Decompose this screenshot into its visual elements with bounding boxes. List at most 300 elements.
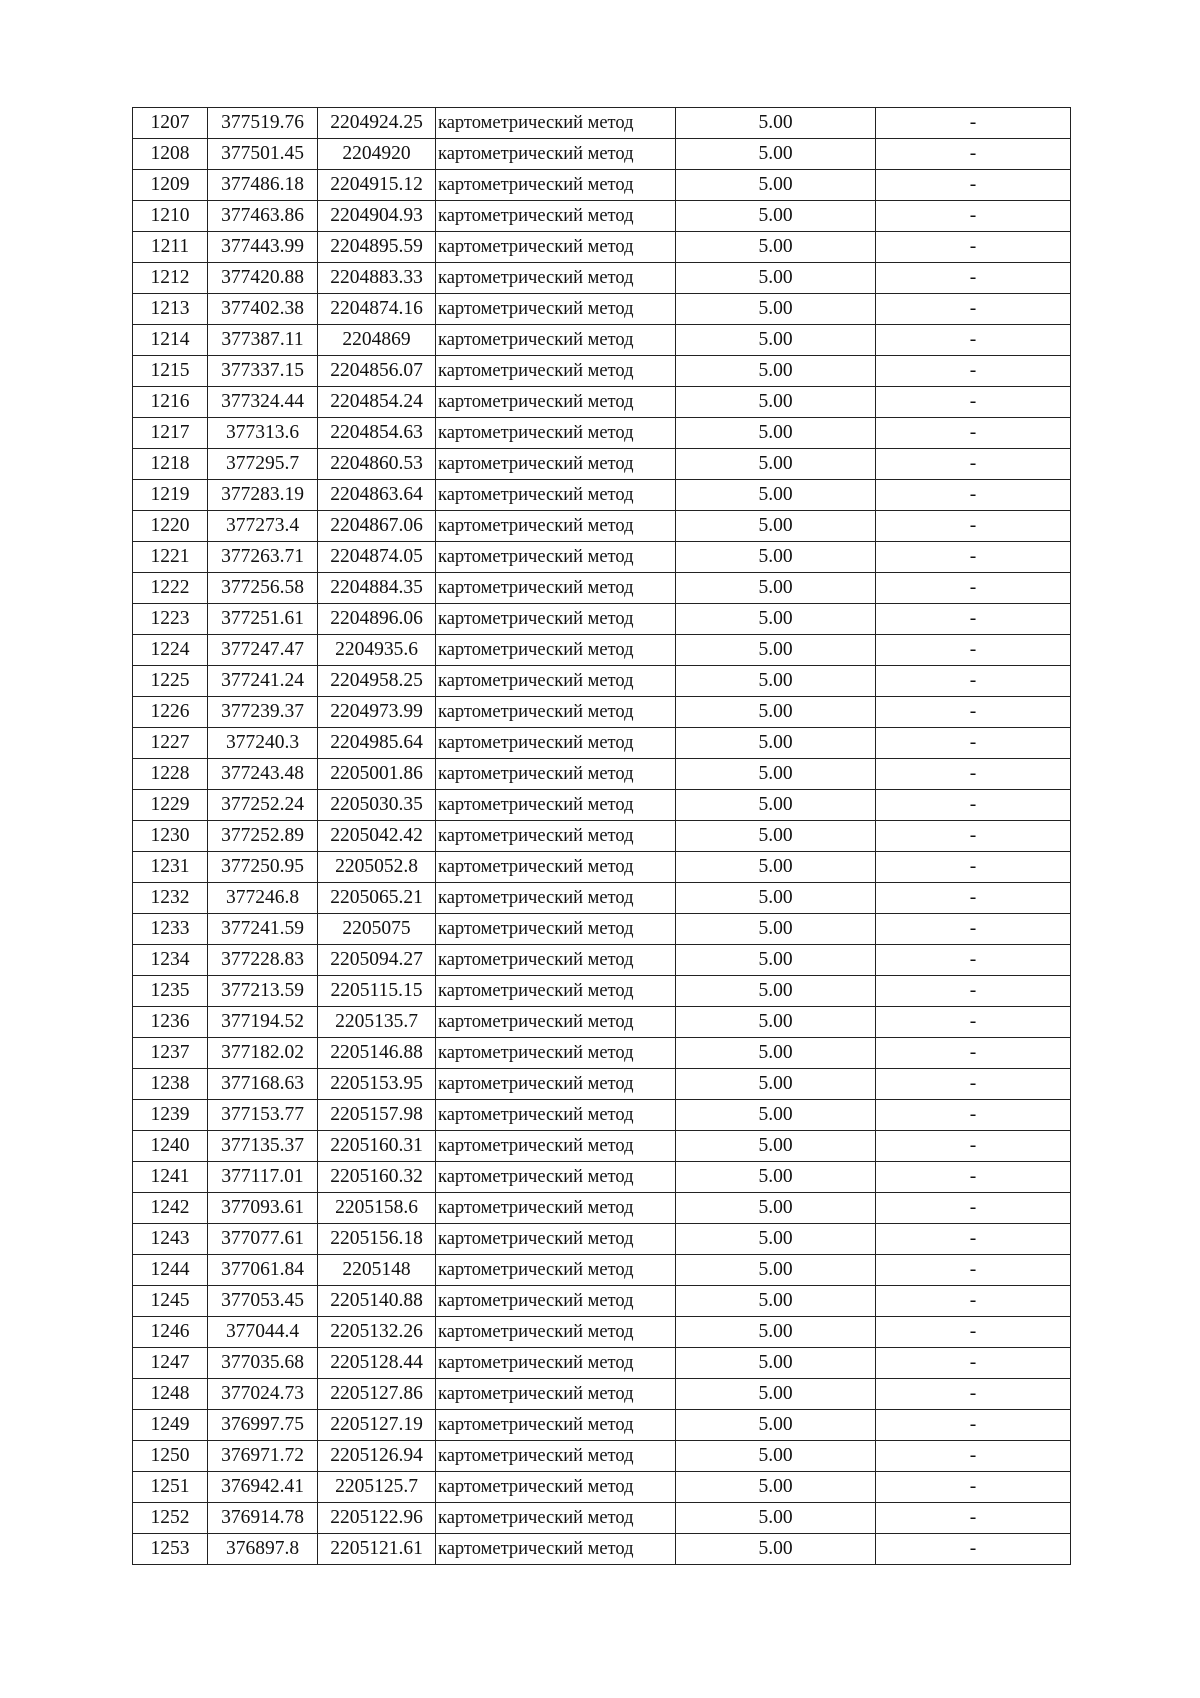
method-cell: картометрический метод [436, 511, 676, 542]
coordinate-x-cell: 377443.99 [208, 232, 318, 263]
accuracy-cell: 5.00 [676, 573, 876, 604]
accuracy-cell: 5.00 [676, 1348, 876, 1379]
coordinate-y-cell: 2205160.32 [318, 1162, 436, 1193]
table-row [133, 976, 1071, 1007]
point-number-cell: 1216 [133, 387, 208, 418]
table-row [133, 1255, 1071, 1286]
accuracy-cell: 5.00 [676, 387, 876, 418]
table-row [133, 1193, 1071, 1224]
description-cell: - [876, 1348, 1071, 1379]
coordinate-x-cell: 377239.37 [208, 697, 318, 728]
point-number-cell: 1240 [133, 1131, 208, 1162]
coordinate-y-cell: 2205075 [318, 914, 436, 945]
point-number-cell: 1218 [133, 449, 208, 480]
description-cell: - [876, 573, 1071, 604]
coordinate-x-cell: 377252.24 [208, 790, 318, 821]
coordinate-y-cell: 2204895.59 [318, 232, 436, 263]
coordinate-x-cell: 377273.4 [208, 511, 318, 542]
table-row [133, 294, 1071, 325]
accuracy-cell: 5.00 [676, 511, 876, 542]
coordinate-y-cell: 2204854.63 [318, 418, 436, 449]
coordinate-y-cell: 2205125.7 [318, 1472, 436, 1503]
accuracy-cell: 5.00 [676, 542, 876, 573]
table-row [133, 201, 1071, 232]
point-number-cell: 1229 [133, 790, 208, 821]
coordinate-y-cell: 2205121.61 [318, 1534, 436, 1565]
accuracy-cell: 5.00 [676, 201, 876, 232]
accuracy-cell: 5.00 [676, 1472, 876, 1503]
coordinate-x-cell: 377035.68 [208, 1348, 318, 1379]
method-cell: картометрический метод [436, 1162, 676, 1193]
method-cell: картометрический метод [436, 1007, 676, 1038]
coordinate-y-cell: 2204904.93 [318, 201, 436, 232]
point-number-cell: 1239 [133, 1100, 208, 1131]
coordinate-x-cell: 377420.88 [208, 263, 318, 294]
coordinate-x-cell: 377240.3 [208, 728, 318, 759]
coordinate-y-cell: 2204924.25 [318, 108, 436, 139]
coordinate-y-cell: 2204869 [318, 325, 436, 356]
description-cell: - [876, 139, 1071, 170]
point-number-cell: 1220 [133, 511, 208, 542]
accuracy-cell: 5.00 [676, 1441, 876, 1472]
description-cell: - [876, 1286, 1071, 1317]
description-cell: - [876, 1379, 1071, 1410]
method-cell: картометрический метод [436, 1410, 676, 1441]
point-number-cell: 1228 [133, 759, 208, 790]
coordinate-x-cell: 377295.7 [208, 449, 318, 480]
description-cell: - [876, 1224, 1071, 1255]
coordinate-y-cell: 2205122.96 [318, 1503, 436, 1534]
coordinate-y-cell: 2204920 [318, 139, 436, 170]
method-cell: картометрический метод [436, 1348, 676, 1379]
method-cell: картометрический метод [436, 1317, 676, 1348]
coordinate-x-cell: 377044.4 [208, 1317, 318, 1348]
description-cell: - [876, 1410, 1071, 1441]
coordinates-table [132, 107, 1071, 1565]
coordinate-y-cell: 2205126.94 [318, 1441, 436, 1472]
description-cell: - [876, 914, 1071, 945]
table-row [133, 852, 1071, 883]
method-cell: картометрический метод [436, 697, 676, 728]
point-number-cell: 1207 [133, 108, 208, 139]
accuracy-cell: 5.00 [676, 170, 876, 201]
point-number-cell: 1236 [133, 1007, 208, 1038]
table-row [133, 108, 1071, 139]
table-row [133, 356, 1071, 387]
point-number-cell: 1238 [133, 1069, 208, 1100]
method-cell: картометрический метод [436, 1503, 676, 1534]
coordinate-x-cell: 377153.77 [208, 1100, 318, 1131]
coordinate-y-cell: 2204884.35 [318, 573, 436, 604]
accuracy-cell: 5.00 [676, 1286, 876, 1317]
description-cell: - [876, 325, 1071, 356]
coordinate-x-cell: 377182.02 [208, 1038, 318, 1069]
method-cell: картометрический метод [436, 387, 676, 418]
coordinate-y-cell: 2205127.86 [318, 1379, 436, 1410]
coordinate-x-cell: 376971.72 [208, 1441, 318, 1472]
coordinate-y-cell: 2205132.26 [318, 1317, 436, 1348]
coordinate-y-cell: 2205148 [318, 1255, 436, 1286]
coordinate-x-cell: 377061.84 [208, 1255, 318, 1286]
description-cell: - [876, 356, 1071, 387]
accuracy-cell: 5.00 [676, 325, 876, 356]
description-cell: - [876, 852, 1071, 883]
point-number-cell: 1226 [133, 697, 208, 728]
method-cell: картометрический метод [436, 542, 676, 573]
point-number-cell: 1233 [133, 914, 208, 945]
accuracy-cell: 5.00 [676, 1503, 876, 1534]
table-row [133, 542, 1071, 573]
point-number-cell: 1217 [133, 418, 208, 449]
accuracy-cell: 5.00 [676, 976, 876, 1007]
coordinate-y-cell: 2205156.18 [318, 1224, 436, 1255]
method-cell: картометрический метод [436, 480, 676, 511]
description-cell: - [876, 945, 1071, 976]
table-row [133, 1131, 1071, 1162]
accuracy-cell: 5.00 [676, 604, 876, 635]
method-cell: картометрический метод [436, 294, 676, 325]
accuracy-cell: 5.00 [676, 728, 876, 759]
table-row [133, 1007, 1071, 1038]
point-number-cell: 1242 [133, 1193, 208, 1224]
method-cell: картометрический метод [436, 232, 676, 263]
description-cell: - [876, 449, 1071, 480]
description-cell: - [876, 1162, 1071, 1193]
table-row [133, 1069, 1071, 1100]
description-cell: - [876, 1038, 1071, 1069]
point-number-cell: 1237 [133, 1038, 208, 1069]
accuracy-cell: 5.00 [676, 1007, 876, 1038]
description-cell: - [876, 666, 1071, 697]
coordinates-table-body [133, 108, 1071, 1565]
accuracy-cell: 5.00 [676, 108, 876, 139]
method-cell: картометрический метод [436, 1472, 676, 1503]
coordinate-x-cell: 377053.45 [208, 1286, 318, 1317]
table-row [133, 697, 1071, 728]
coordinate-y-cell: 2205153.95 [318, 1069, 436, 1100]
accuracy-cell: 5.00 [676, 1379, 876, 1410]
description-cell: - [876, 759, 1071, 790]
coordinate-y-cell: 2205127.19 [318, 1410, 436, 1441]
coordinate-x-cell: 377283.19 [208, 480, 318, 511]
coordinate-y-cell: 2204874.05 [318, 542, 436, 573]
coordinate-y-cell: 2205115.15 [318, 976, 436, 1007]
coordinate-x-cell: 377246.8 [208, 883, 318, 914]
method-cell: картометрический метод [436, 635, 676, 666]
accuracy-cell: 5.00 [676, 1224, 876, 1255]
coordinate-y-cell: 2205065.21 [318, 883, 436, 914]
coordinate-y-cell: 2205094.27 [318, 945, 436, 976]
coordinate-x-cell: 377251.61 [208, 604, 318, 635]
method-cell: картометрический метод [436, 573, 676, 604]
coordinate-y-cell: 2204958.25 [318, 666, 436, 697]
accuracy-cell: 5.00 [676, 418, 876, 449]
description-cell: - [876, 697, 1071, 728]
table-row [133, 821, 1071, 852]
coordinate-x-cell: 377337.15 [208, 356, 318, 387]
coordinate-x-cell: 377247.47 [208, 635, 318, 666]
description-cell: - [876, 635, 1071, 666]
point-number-cell: 1249 [133, 1410, 208, 1441]
point-number-cell: 1214 [133, 325, 208, 356]
point-number-cell: 1234 [133, 945, 208, 976]
coordinate-y-cell: 2205030.35 [318, 790, 436, 821]
description-cell: - [876, 790, 1071, 821]
coordinate-x-cell: 377168.63 [208, 1069, 318, 1100]
coordinate-x-cell: 377194.52 [208, 1007, 318, 1038]
coordinate-x-cell: 377241.24 [208, 666, 318, 697]
table-row [133, 573, 1071, 604]
method-cell: картометрический метод [436, 263, 676, 294]
method-cell: картометрический метод [436, 418, 676, 449]
accuracy-cell: 5.00 [676, 666, 876, 697]
coordinate-x-cell: 377213.59 [208, 976, 318, 1007]
coordinate-y-cell: 2204915.12 [318, 170, 436, 201]
table-row [133, 139, 1071, 170]
method-cell: картометрический метод [436, 1379, 676, 1410]
accuracy-cell: 5.00 [676, 263, 876, 294]
table-row [133, 170, 1071, 201]
description-cell: - [876, 294, 1071, 325]
method-cell: картометрический метод [436, 1069, 676, 1100]
method-cell: картометрический метод [436, 914, 676, 945]
table-row [133, 1038, 1071, 1069]
accuracy-cell: 5.00 [676, 635, 876, 666]
accuracy-cell: 5.00 [676, 449, 876, 480]
coordinate-y-cell: 2204874.16 [318, 294, 436, 325]
table-row [133, 325, 1071, 356]
method-cell: картометрический метод [436, 1038, 676, 1069]
description-cell: - [876, 1007, 1071, 1038]
point-number-cell: 1250 [133, 1441, 208, 1472]
coordinate-x-cell: 377387.11 [208, 325, 318, 356]
description-cell: - [876, 1317, 1071, 1348]
accuracy-cell: 5.00 [676, 945, 876, 976]
coordinate-y-cell: 2205158.6 [318, 1193, 436, 1224]
method-cell: картометрический метод [436, 759, 676, 790]
coordinate-y-cell: 2205146.88 [318, 1038, 436, 1069]
description-cell: - [876, 263, 1071, 294]
coordinate-x-cell: 376942.41 [208, 1472, 318, 1503]
table-row [133, 1503, 1071, 1534]
table-row [133, 1379, 1071, 1410]
coordinate-x-cell: 377402.38 [208, 294, 318, 325]
coordinate-x-cell: 377093.61 [208, 1193, 318, 1224]
accuracy-cell: 5.00 [676, 1193, 876, 1224]
table-row [133, 883, 1071, 914]
method-cell: картометрический метод [436, 1441, 676, 1472]
point-number-cell: 1245 [133, 1286, 208, 1317]
description-cell: - [876, 1069, 1071, 1100]
point-number-cell: 1253 [133, 1534, 208, 1565]
accuracy-cell: 5.00 [676, 1534, 876, 1565]
coordinate-x-cell: 377228.83 [208, 945, 318, 976]
method-cell: картометрический метод [436, 945, 676, 976]
accuracy-cell: 5.00 [676, 1317, 876, 1348]
coordinate-x-cell: 376897.8 [208, 1534, 318, 1565]
point-number-cell: 1241 [133, 1162, 208, 1193]
point-number-cell: 1231 [133, 852, 208, 883]
point-number-cell: 1213 [133, 294, 208, 325]
coordinate-y-cell: 2205160.31 [318, 1131, 436, 1162]
table-row [133, 511, 1071, 542]
table-row [133, 604, 1071, 635]
table-row [133, 449, 1071, 480]
description-cell: - [876, 1503, 1071, 1534]
coordinate-x-cell: 377313.6 [208, 418, 318, 449]
accuracy-cell: 5.00 [676, 1038, 876, 1069]
method-cell: картометрический метод [436, 728, 676, 759]
coordinate-x-cell: 377241.59 [208, 914, 318, 945]
table-row [133, 1348, 1071, 1379]
table-row [133, 1224, 1071, 1255]
method-cell: картометрический метод [436, 449, 676, 480]
method-cell: картометрический метод [436, 1534, 676, 1565]
method-cell: картометрический метод [436, 604, 676, 635]
accuracy-cell: 5.00 [676, 1069, 876, 1100]
table-row [133, 1472, 1071, 1503]
coordinate-y-cell: 2204883.33 [318, 263, 436, 294]
table-row [133, 1162, 1071, 1193]
point-number-cell: 1252 [133, 1503, 208, 1534]
table-row [133, 480, 1071, 511]
point-number-cell: 1212 [133, 263, 208, 294]
table-row [133, 387, 1071, 418]
description-cell: - [876, 821, 1071, 852]
coordinate-y-cell: 2204867.06 [318, 511, 436, 542]
accuracy-cell: 5.00 [676, 1162, 876, 1193]
table-row [133, 1317, 1071, 1348]
table-row [133, 728, 1071, 759]
method-cell: картометрический метод [436, 1224, 676, 1255]
table-row [133, 1441, 1071, 1472]
point-number-cell: 1221 [133, 542, 208, 573]
point-number-cell: 1209 [133, 170, 208, 201]
coordinate-x-cell: 377024.73 [208, 1379, 318, 1410]
description-cell: - [876, 542, 1071, 573]
method-cell: картометрический метод [436, 821, 676, 852]
method-cell: картометрический метод [436, 1193, 676, 1224]
coordinate-y-cell: 2205135.7 [318, 1007, 436, 1038]
method-cell: картометрический метод [436, 852, 676, 883]
point-number-cell: 1230 [133, 821, 208, 852]
method-cell: картометрический метод [436, 108, 676, 139]
method-cell: картометрический метод [436, 666, 676, 697]
coordinate-x-cell: 377243.48 [208, 759, 318, 790]
accuracy-cell: 5.00 [676, 1100, 876, 1131]
description-cell: - [876, 170, 1071, 201]
method-cell: картометрический метод [436, 170, 676, 201]
point-number-cell: 1248 [133, 1379, 208, 1410]
coordinate-x-cell: 377117.01 [208, 1162, 318, 1193]
table-row [133, 945, 1071, 976]
accuracy-cell: 5.00 [676, 294, 876, 325]
point-number-cell: 1227 [133, 728, 208, 759]
accuracy-cell: 5.00 [676, 139, 876, 170]
accuracy-cell: 5.00 [676, 821, 876, 852]
method-cell: картометрический метод [436, 139, 676, 170]
point-number-cell: 1219 [133, 480, 208, 511]
description-cell: - [876, 883, 1071, 914]
accuracy-cell: 5.00 [676, 480, 876, 511]
coordinate-x-cell: 377501.45 [208, 139, 318, 170]
coordinate-y-cell: 2204896.06 [318, 604, 436, 635]
description-cell: - [876, 108, 1071, 139]
description-cell: - [876, 728, 1071, 759]
coordinate-x-cell: 376997.75 [208, 1410, 318, 1441]
point-number-cell: 1232 [133, 883, 208, 914]
accuracy-cell: 5.00 [676, 697, 876, 728]
point-number-cell: 1235 [133, 976, 208, 1007]
description-cell: - [876, 387, 1071, 418]
point-number-cell: 1223 [133, 604, 208, 635]
accuracy-cell: 5.00 [676, 883, 876, 914]
accuracy-cell: 5.00 [676, 852, 876, 883]
point-number-cell: 1211 [133, 232, 208, 263]
coordinate-y-cell: 2204860.53 [318, 449, 436, 480]
coordinate-x-cell: 376914.78 [208, 1503, 318, 1534]
description-cell: - [876, 1534, 1071, 1565]
table-row [133, 790, 1071, 821]
description-cell: - [876, 418, 1071, 449]
description-cell: - [876, 232, 1071, 263]
coordinate-y-cell: 2205128.44 [318, 1348, 436, 1379]
description-cell: - [876, 1472, 1071, 1503]
point-number-cell: 1225 [133, 666, 208, 697]
coordinate-x-cell: 377256.58 [208, 573, 318, 604]
method-cell: картометрический метод [436, 1131, 676, 1162]
coordinate-x-cell: 377135.37 [208, 1131, 318, 1162]
coordinate-y-cell: 2205157.98 [318, 1100, 436, 1131]
point-number-cell: 1224 [133, 635, 208, 666]
description-cell: - [876, 1441, 1071, 1472]
coordinate-x-cell: 377077.61 [208, 1224, 318, 1255]
description-cell: - [876, 1131, 1071, 1162]
method-cell: картометрический метод [436, 790, 676, 821]
coordinate-y-cell: 2204863.64 [318, 480, 436, 511]
description-cell: - [876, 976, 1071, 1007]
table-row [133, 418, 1071, 449]
method-cell: картометрический метод [436, 356, 676, 387]
method-cell: картометрический метод [436, 976, 676, 1007]
description-cell: - [876, 604, 1071, 635]
description-cell: - [876, 201, 1071, 232]
point-number-cell: 1215 [133, 356, 208, 387]
coordinate-y-cell: 2205140.88 [318, 1286, 436, 1317]
method-cell: картометрический метод [436, 1100, 676, 1131]
description-cell: - [876, 1255, 1071, 1286]
accuracy-cell: 5.00 [676, 356, 876, 387]
table-row [133, 1410, 1071, 1441]
coordinate-x-cell: 377250.95 [208, 852, 318, 883]
point-number-cell: 1251 [133, 1472, 208, 1503]
table-row [133, 635, 1071, 666]
coordinate-x-cell: 377519.76 [208, 108, 318, 139]
description-cell: - [876, 511, 1071, 542]
description-cell: - [876, 480, 1071, 511]
table-row [133, 666, 1071, 697]
coordinate-x-cell: 377486.18 [208, 170, 318, 201]
coordinate-y-cell: 2204935.6 [318, 635, 436, 666]
coordinate-x-cell: 377263.71 [208, 542, 318, 573]
table-row [133, 263, 1071, 294]
point-number-cell: 1243 [133, 1224, 208, 1255]
coordinate-x-cell: 377324.44 [208, 387, 318, 418]
coordinate-y-cell: 2204856.07 [318, 356, 436, 387]
accuracy-cell: 5.00 [676, 232, 876, 263]
accuracy-cell: 5.00 [676, 790, 876, 821]
accuracy-cell: 5.00 [676, 914, 876, 945]
